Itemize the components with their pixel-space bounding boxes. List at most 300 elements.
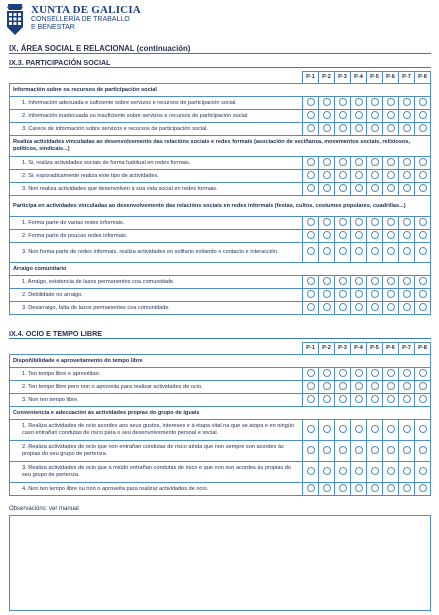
radio-p6[interactable] <box>387 98 395 106</box>
option-cell <box>383 483 399 496</box>
option-cell <box>303 289 319 302</box>
radio-p2[interactable] <box>323 247 331 255</box>
radio-p5[interactable] <box>371 158 379 166</box>
radio-p7[interactable] <box>403 111 411 119</box>
radio-p1[interactable] <box>307 247 315 255</box>
option-label: 1. Si, realiza actividades sociais de forma habitual en redes formais. <box>10 157 303 170</box>
option-row <box>10 217 431 230</box>
radio-p7[interactable] <box>403 277 411 285</box>
radio-p8[interactable] <box>419 171 427 179</box>
option-cell <box>383 243 399 263</box>
option-cell <box>303 97 319 110</box>
radio-p5[interactable] <box>371 395 379 403</box>
radio-p2[interactable] <box>323 171 331 179</box>
option-label: 3. Carece de información sobre servizos e recursos de participación social. <box>10 123 303 136</box>
radio-p7[interactable] <box>403 484 411 492</box>
option-cell <box>367 170 383 183</box>
radio-p4[interactable] <box>355 369 363 377</box>
option-cell <box>415 97 431 110</box>
radio-p4[interactable] <box>355 158 363 166</box>
radio-p7[interactable] <box>403 184 411 192</box>
radio-p5[interactable] <box>371 98 379 106</box>
radio-p3[interactable] <box>339 467 347 475</box>
option-row <box>10 394 431 407</box>
radio-p3[interactable] <box>339 231 347 239</box>
radio-p2[interactable] <box>323 184 331 192</box>
part4-title: IX.4. OCIO E TEMPO LIBRE <box>9 329 103 338</box>
option-cell <box>303 441 319 462</box>
option-cell <box>303 123 319 136</box>
radio-p4[interactable] <box>355 124 363 132</box>
column-header-p5: P-5 <box>367 72 383 84</box>
radio-p6[interactable] <box>387 231 395 239</box>
option-cell <box>335 110 351 123</box>
option-cell <box>399 483 415 496</box>
option-cell <box>351 157 367 170</box>
option-cell <box>335 381 351 394</box>
radio-p3[interactable] <box>339 158 347 166</box>
option-cell <box>367 420 383 441</box>
radio-p5[interactable] <box>371 184 379 192</box>
option-cell <box>319 243 335 263</box>
option-cell <box>399 183 415 196</box>
radio-p7[interactable] <box>403 425 411 433</box>
radio-p8[interactable] <box>419 184 427 192</box>
option-label: 2. Información inadecuada ou insuficiente sobre servizos e recursos de participación social. <box>10 110 303 123</box>
option-cell <box>351 110 367 123</box>
option-cell <box>335 394 351 407</box>
option-cell <box>303 157 319 170</box>
option-cell <box>351 302 367 315</box>
radio-p1[interactable] <box>307 425 315 433</box>
radio-p3[interactable] <box>339 98 347 106</box>
participation-table <box>9 71 431 315</box>
radio-p3[interactable] <box>339 446 347 454</box>
radio-p3[interactable] <box>339 382 347 390</box>
observations-box[interactable] <box>9 515 431 611</box>
radio-p4[interactable] <box>355 467 363 475</box>
option-row <box>10 368 431 381</box>
radio-p3[interactable] <box>339 369 347 377</box>
radio-p1[interactable] <box>307 184 315 192</box>
radio-p1[interactable] <box>307 369 315 377</box>
org-sub-line2: E BENESTAR <box>31 24 75 31</box>
radio-p8[interactable] <box>419 218 427 226</box>
option-cell <box>367 217 383 230</box>
radio-p2[interactable] <box>323 382 331 390</box>
radio-p7[interactable] <box>403 98 411 106</box>
radio-p5[interactable] <box>371 277 379 285</box>
option-row <box>10 97 431 110</box>
radio-p4[interactable] <box>355 111 363 119</box>
radio-p3[interactable] <box>339 184 347 192</box>
radio-p5[interactable] <box>371 446 379 454</box>
radio-p5[interactable] <box>371 484 379 492</box>
option-cell <box>383 462 399 483</box>
group-label: Conveniencia e adecuación ás actividades propias do grupo de iguais <box>10 407 431 420</box>
radio-p5[interactable] <box>371 369 379 377</box>
option-cell <box>367 483 383 496</box>
radio-p1[interactable] <box>307 467 315 475</box>
header-spacer <box>10 72 303 84</box>
option-cell <box>319 289 335 302</box>
radio-p5[interactable] <box>371 231 379 239</box>
option-cell <box>335 97 351 110</box>
option-cell <box>383 230 399 243</box>
option-cell <box>367 157 383 170</box>
radio-p6[interactable] <box>387 467 395 475</box>
radio-p4[interactable] <box>355 446 363 454</box>
radio-p3[interactable] <box>339 124 347 132</box>
radio-p8[interactable] <box>419 395 427 403</box>
radio-p7[interactable] <box>403 171 411 179</box>
option-cell <box>415 110 431 123</box>
option-cell <box>303 381 319 394</box>
radio-p5[interactable] <box>371 303 379 311</box>
radio-p8[interactable] <box>419 290 427 298</box>
radio-p6[interactable] <box>387 158 395 166</box>
radio-p1[interactable] <box>307 218 315 226</box>
radio-p2[interactable] <box>323 446 331 454</box>
option-cell <box>367 368 383 381</box>
radio-p1[interactable] <box>307 98 315 106</box>
radio-p7[interactable] <box>403 158 411 166</box>
radio-p6[interactable] <box>387 184 395 192</box>
radio-p4[interactable] <box>355 382 363 390</box>
section-title: IX. ÁREA SOCIAL E RELACIONAL (continuación) <box>9 44 191 53</box>
option-cell <box>319 97 335 110</box>
option-cell <box>335 368 351 381</box>
option-cell <box>351 276 367 289</box>
brand-text <box>31 4 141 32</box>
radio-p8[interactable] <box>419 124 427 132</box>
radio-p7[interactable] <box>403 290 411 298</box>
group-row <box>10 136 431 157</box>
option-cell <box>303 462 319 483</box>
option-label: 1. Ten tempo libre e aprovéitao. <box>10 368 303 381</box>
radio-p6[interactable] <box>387 111 395 119</box>
radio-p6[interactable] <box>387 290 395 298</box>
option-cell <box>415 243 431 263</box>
radio-p8[interactable] <box>419 231 427 239</box>
radio-p5[interactable] <box>371 425 379 433</box>
option-cell <box>351 183 367 196</box>
radio-p6[interactable] <box>387 425 395 433</box>
radio-p5[interactable] <box>371 290 379 298</box>
radio-p4[interactable] <box>355 290 363 298</box>
option-cell <box>415 441 431 462</box>
option-cell <box>319 230 335 243</box>
option-cell <box>303 110 319 123</box>
radio-p3[interactable] <box>339 277 347 285</box>
radio-p6[interactable] <box>387 247 395 255</box>
radio-p2[interactable] <box>323 158 331 166</box>
radio-p2[interactable] <box>323 290 331 298</box>
radio-p8[interactable] <box>419 303 427 311</box>
radio-p3[interactable] <box>339 171 347 179</box>
group-label: Información sobre os recursos de participación social <box>10 84 431 97</box>
option-cell <box>335 302 351 315</box>
option-cell <box>383 394 399 407</box>
option-cell <box>319 123 335 136</box>
radio-p7[interactable] <box>403 395 411 403</box>
group-row <box>10 84 431 97</box>
radio-p1[interactable] <box>307 124 315 132</box>
option-cell <box>367 110 383 123</box>
radio-p8[interactable] <box>419 277 427 285</box>
radio-p6[interactable] <box>387 484 395 492</box>
option-cell <box>335 230 351 243</box>
radio-p3[interactable] <box>339 303 347 311</box>
option-cell <box>383 441 399 462</box>
radio-p8[interactable] <box>419 484 427 492</box>
radio-p5[interactable] <box>371 171 379 179</box>
option-cell <box>399 97 415 110</box>
option-row <box>10 420 431 441</box>
radio-p8[interactable] <box>419 98 427 106</box>
radio-p4[interactable] <box>355 277 363 285</box>
radio-p8[interactable] <box>419 446 427 454</box>
option-row <box>10 483 431 496</box>
option-cell <box>399 302 415 315</box>
option-row <box>10 230 431 243</box>
radio-p6[interactable] <box>387 446 395 454</box>
option-label: 1. Arraigo, existencia de lazos permanentes coa comunidade. <box>10 276 303 289</box>
radio-p6[interactable] <box>387 218 395 226</box>
option-cell <box>399 276 415 289</box>
radio-p4[interactable] <box>355 303 363 311</box>
option-cell <box>351 170 367 183</box>
radio-p8[interactable] <box>419 467 427 475</box>
group-row <box>10 196 431 217</box>
option-cell <box>335 123 351 136</box>
radio-p3[interactable] <box>339 111 347 119</box>
option-cell <box>383 302 399 315</box>
radio-p7[interactable] <box>403 247 411 255</box>
radio-p5[interactable] <box>371 111 379 119</box>
option-label: 3. Realiza actividades de ocio que a miúdo entrañan condutas de risco e que non son acordes ás propias do seu grupo de pertenza. <box>10 462 303 483</box>
option-cell <box>367 302 383 315</box>
radio-p2[interactable] <box>323 425 331 433</box>
radio-p1[interactable] <box>307 171 315 179</box>
radio-p3[interactable] <box>339 247 347 255</box>
radio-p4[interactable] <box>355 247 363 255</box>
option-cell <box>399 157 415 170</box>
option-cell <box>351 420 367 441</box>
option-cell <box>319 381 335 394</box>
part3-title: IX.3. PARTICIPACIÓN SOCIAL <box>9 58 111 67</box>
column-header-p1: P-1 <box>303 72 319 84</box>
option-cell <box>415 302 431 315</box>
option-cell <box>319 157 335 170</box>
radio-p8[interactable] <box>419 425 427 433</box>
radio-p3[interactable] <box>339 218 347 226</box>
group-row <box>10 263 431 276</box>
option-cell <box>383 276 399 289</box>
radio-p7[interactable] <box>403 124 411 132</box>
radio-p1[interactable] <box>307 484 315 492</box>
radio-p7[interactable] <box>403 303 411 311</box>
radio-p2[interactable] <box>323 218 331 226</box>
radio-p4[interactable] <box>355 395 363 403</box>
radio-p1[interactable] <box>307 111 315 119</box>
radio-p3[interactable] <box>339 425 347 433</box>
option-cell <box>399 243 415 263</box>
radio-p2[interactable] <box>323 467 331 475</box>
radio-p7[interactable] <box>403 467 411 475</box>
radio-p4[interactable] <box>355 171 363 179</box>
option-cell <box>415 483 431 496</box>
radio-p3[interactable] <box>339 484 347 492</box>
option-row <box>10 302 431 315</box>
radio-p2[interactable] <box>323 277 331 285</box>
radio-p1[interactable] <box>307 382 315 390</box>
radio-p7[interactable] <box>403 382 411 390</box>
radio-p5[interactable] <box>371 124 379 132</box>
radio-p8[interactable] <box>419 111 427 119</box>
header-spacer <box>10 343 303 355</box>
option-cell <box>367 123 383 136</box>
option-cell <box>351 217 367 230</box>
option-cell <box>415 368 431 381</box>
radio-p5[interactable] <box>371 467 379 475</box>
option-row <box>10 157 431 170</box>
option-cell <box>367 462 383 483</box>
option-cell <box>335 462 351 483</box>
option-cell <box>415 420 431 441</box>
option-cell <box>303 243 319 263</box>
radio-p1[interactable] <box>307 395 315 403</box>
option-cell <box>415 289 431 302</box>
option-cell <box>351 289 367 302</box>
radio-p2[interactable] <box>323 124 331 132</box>
radio-p7[interactable] <box>403 369 411 377</box>
option-cell <box>351 230 367 243</box>
radio-p2[interactable] <box>323 111 331 119</box>
option-label: 1. Realiza actividades de ocio acordes aos seus gustos, intereses e á etapa vital na que se atopa e en ningún caso entrañan condutas de risco para o seu desenvolvemento persoal e social. <box>10 420 303 441</box>
radio-p6[interactable] <box>387 277 395 285</box>
radio-p6[interactable] <box>387 382 395 390</box>
radio-p1[interactable] <box>307 277 315 285</box>
option-cell <box>351 394 367 407</box>
option-cell <box>335 183 351 196</box>
option-row <box>10 289 431 302</box>
option-cell <box>415 123 431 136</box>
radio-p6[interactable] <box>387 171 395 179</box>
option-label: 3. Non forma parte de redes informais, realiza actividades en solitario evitando o contacto e interacción. <box>10 243 303 263</box>
column-header-p8: P-8 <box>415 72 431 84</box>
option-cell <box>351 123 367 136</box>
group-label: Realiza actividades vinculadas ao desenvolvemento das relacións sociais e redes formais (asociación de veciñanza, movementos sociais, relixiosos, políticos, sindicais...) <box>10 136 431 157</box>
radio-p6[interactable] <box>387 395 395 403</box>
radio-p4[interactable] <box>355 231 363 239</box>
radio-p8[interactable] <box>419 158 427 166</box>
option-cell <box>319 462 335 483</box>
radio-p7[interactable] <box>403 231 411 239</box>
option-cell <box>415 394 431 407</box>
option-label: 2. Ten tempo libre pero non o aproveita para realizar actividades de ocio. <box>10 381 303 394</box>
radio-p4[interactable] <box>355 98 363 106</box>
option-cell <box>319 110 335 123</box>
radio-p6[interactable] <box>387 303 395 311</box>
radio-p8[interactable] <box>419 382 427 390</box>
radio-p3[interactable] <box>339 395 347 403</box>
option-cell <box>351 97 367 110</box>
option-cell <box>399 381 415 394</box>
option-row <box>10 183 431 196</box>
option-cell <box>415 276 431 289</box>
radio-p5[interactable] <box>371 247 379 255</box>
radio-p5[interactable] <box>371 218 379 226</box>
option-cell <box>303 230 319 243</box>
radio-p2[interactable] <box>323 98 331 106</box>
option-cell <box>415 157 431 170</box>
radio-p2[interactable] <box>323 231 331 239</box>
column-header-p7: P-7 <box>399 72 415 84</box>
column-header-p2: P-2 <box>319 343 335 355</box>
radio-p8[interactable] <box>419 247 427 255</box>
option-label: 2. Si, esporadicamente realiza este tipo de actividades. <box>10 170 303 183</box>
radio-p4[interactable] <box>355 184 363 192</box>
option-cell <box>351 368 367 381</box>
radio-p8[interactable] <box>419 369 427 377</box>
option-cell <box>383 289 399 302</box>
option-label: 1. Forma parte de varias redes informais. <box>10 217 303 230</box>
radio-p4[interactable] <box>355 484 363 492</box>
option-cell <box>303 420 319 441</box>
option-cell <box>383 217 399 230</box>
radio-p1[interactable] <box>307 303 315 311</box>
option-cell <box>367 230 383 243</box>
radio-p3[interactable] <box>339 290 347 298</box>
option-cell <box>383 110 399 123</box>
option-cell <box>319 394 335 407</box>
radio-p7[interactable] <box>403 446 411 454</box>
column-header-p1: P-1 <box>303 343 319 355</box>
column-header-p8: P-8 <box>415 343 431 355</box>
radio-p4[interactable] <box>355 425 363 433</box>
radio-p5[interactable] <box>371 382 379 390</box>
option-row <box>10 381 431 394</box>
radio-p1[interactable] <box>307 158 315 166</box>
option-cell <box>367 183 383 196</box>
option-cell <box>415 381 431 394</box>
radio-p1[interactable] <box>307 231 315 239</box>
radio-p2[interactable] <box>323 369 331 377</box>
option-cell <box>303 368 319 381</box>
radio-p2[interactable] <box>323 303 331 311</box>
group-row <box>10 407 431 420</box>
radio-p2[interactable] <box>323 395 331 403</box>
radio-p6[interactable] <box>387 369 395 377</box>
option-cell <box>335 276 351 289</box>
radio-p1[interactable] <box>307 290 315 298</box>
option-row <box>10 170 431 183</box>
option-cell <box>399 123 415 136</box>
option-label: 3. Desarraigo, falta de lazos permanentes coa comunidade. <box>10 302 303 315</box>
radio-p2[interactable] <box>323 484 331 492</box>
radio-p4[interactable] <box>355 218 363 226</box>
radio-p1[interactable] <box>307 446 315 454</box>
observations-label: Observacións: ver manual <box>9 506 79 512</box>
column-header-p7: P-7 <box>399 343 415 355</box>
option-cell <box>415 230 431 243</box>
radio-p6[interactable] <box>387 124 395 132</box>
option-cell <box>319 420 335 441</box>
option-cell <box>335 217 351 230</box>
option-cell <box>399 441 415 462</box>
radio-p7[interactable] <box>403 218 411 226</box>
